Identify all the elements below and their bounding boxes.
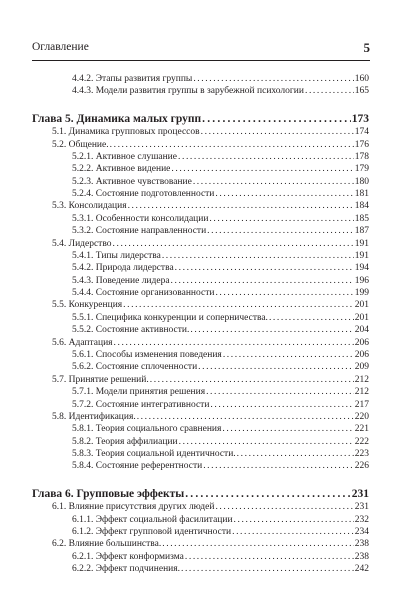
- toc-entry: [52, 299, 369, 311]
- dot-leader: [305, 85, 354, 97]
- toc-entry: [72, 423, 369, 435]
- dot-leader: [207, 225, 354, 237]
- toc-entry-page: 180: [354, 176, 369, 187]
- toc-entry-title: Глава 5. Динамика малых групп: [32, 112, 202, 125]
- dot-leader: [223, 349, 354, 361]
- toc-entry-title: 5.8.3. Теория социальной идентичности.: [72, 449, 236, 460]
- toc-entry-page: 242: [354, 564, 369, 575]
- toc-entry-title: 5.8.4. Состояние референтности: [72, 461, 203, 472]
- toc-entry-title: 5.3.2. Состояние направленности: [72, 226, 207, 237]
- toc-entry-title: 5.3. Консолидация: [52, 201, 127, 212]
- toc-entry-page: 184: [354, 201, 369, 212]
- toc-entry-page: 191: [354, 238, 369, 249]
- toc-entry-title: 5.5. Конкуренция: [52, 300, 123, 311]
- toc-entry-title: 5.4.3. Поведение лидера: [72, 275, 170, 286]
- toc-entry-title: 5.2.1. Активное слушание: [72, 151, 177, 162]
- toc-entry: [52, 126, 369, 138]
- toc-entry-title: 5.4.2. Природа лидерства: [72, 263, 174, 274]
- header-rule: [32, 60, 370, 61]
- toc-entry: [72, 275, 369, 287]
- toc-entry-title: 5.8.1. Теория социального сравнения: [72, 424, 222, 435]
- toc-entry-title: Глава 6. Групповые эффекты: [32, 487, 185, 500]
- toc-entry-title: 5.5.2. Состояние активности.: [72, 325, 190, 336]
- toc-entry-page: 206: [354, 337, 369, 348]
- toc-entry: [72, 324, 369, 336]
- toc-entry-page: 199: [354, 288, 369, 299]
- toc-entry: [72, 460, 369, 472]
- toc-entry-page: 185: [354, 213, 369, 224]
- dot-leader: [114, 337, 354, 349]
- dot-leader: [202, 112, 351, 126]
- toc-entry-title: 6.2.2. Эффект подчинения.: [72, 564, 180, 575]
- toc-entry-page: 204: [354, 325, 369, 336]
- toc-entry-page: 206: [354, 349, 369, 360]
- toc-entry-title: 5.7.1. Модели принятия решения: [72, 387, 206, 398]
- toc-entry-page: 201: [354, 312, 369, 323]
- toc-entry-page: 238: [354, 539, 369, 550]
- toc-entry: [52, 139, 369, 151]
- toc-entry: [72, 448, 369, 460]
- toc-entry: [72, 436, 369, 448]
- toc-entry-title: 5.7.2. Состояние интегративности: [72, 399, 210, 410]
- toc-entry-title: 6.1.2. Эффект групповой идентичности: [72, 526, 232, 537]
- dot-leader: [162, 250, 354, 262]
- running-header-title: Оглавление: [32, 41, 89, 53]
- dot-leader: [178, 151, 354, 163]
- dot-leader: [171, 163, 353, 175]
- toc-entry-page: 176: [354, 139, 369, 150]
- toc-entry-title: 5.2.3. Активное чувствование: [72, 176, 192, 187]
- toc-entry-page: 194: [354, 263, 369, 274]
- dot-leader: [175, 262, 354, 274]
- toc-entry-page: 209: [354, 362, 369, 373]
- toc-entry-page: 220: [354, 411, 369, 422]
- toc-chapter-entry: [32, 112, 369, 126]
- toc-entry-title: 6.2. Влияние большинства.: [52, 539, 162, 550]
- toc-entry-page: 174: [354, 127, 369, 138]
- toc-entry-page: 222: [354, 436, 369, 447]
- toc-entry-title: 5.4.4. Состояние организованности: [72, 288, 215, 299]
- dot-leader: [113, 238, 354, 250]
- toc-entry: [72, 225, 369, 237]
- toc-entry-page: 212: [354, 387, 369, 398]
- toc-entry: [52, 200, 369, 212]
- dot-leader: [185, 551, 354, 563]
- toc-entry-page: 232: [354, 514, 369, 525]
- toc-entry-page: 191: [354, 250, 369, 261]
- toc-entry-page: 234: [354, 526, 369, 537]
- toc-entry-page: 173: [351, 112, 369, 125]
- toc-entry-page: 179: [354, 164, 369, 175]
- toc-entry-title: 5.4. Лидерство: [52, 238, 112, 249]
- dot-leader: [206, 386, 354, 398]
- toc-entry-title: 5.8. Идентификация.: [52, 411, 136, 422]
- toc-entry: [72, 526, 369, 538]
- dot-leader: [215, 188, 353, 200]
- toc-entry-title: 5.3.1. Особенности консолидации: [72, 213, 209, 224]
- dot-leader: [203, 460, 354, 472]
- toc-entry-page: 178: [354, 151, 369, 162]
- toc-entry: [72, 287, 369, 299]
- dot-leader: [232, 526, 354, 538]
- toc-entry-title: 5.6.2. Состояние сплоченности: [72, 362, 198, 373]
- dot-leader: [222, 423, 353, 435]
- toc-chapter-entry: [32, 487, 369, 501]
- dot-leader: [181, 563, 354, 575]
- toc-entry: [52, 501, 369, 513]
- toc-entry: [72, 349, 369, 361]
- toc-entry: [72, 213, 369, 225]
- toc-entry-title: 5.8.2. Теория аффилиации: [72, 436, 178, 447]
- toc-entry: [52, 411, 369, 423]
- dot-leader: [171, 275, 354, 287]
- toc-entry-title: 5.6. Адаптация: [52, 337, 113, 348]
- toc-entry: [72, 312, 369, 324]
- toc-entry-title: 4.4.3. Модели развития группы в зарубежной психологии: [72, 86, 304, 97]
- toc-entry-title: 5.7. Принятие решений.: [52, 374, 149, 385]
- toc-entry-page: 223: [354, 449, 369, 460]
- toc-entry-page: 217: [354, 399, 369, 410]
- toc-entry: [52, 337, 369, 349]
- dot-leader: [179, 436, 354, 448]
- dot-leader: [209, 213, 353, 225]
- toc-entry-title: 6.1. Влияние присутствия других людей: [52, 502, 215, 513]
- toc-entry: [72, 563, 369, 575]
- dot-leader: [162, 538, 354, 550]
- dot-leader: [193, 176, 354, 188]
- toc-entry-page: 238: [354, 551, 369, 562]
- toc-entry: [52, 374, 369, 386]
- toc-entry-title: 4.4.2. Этапы развития группы: [72, 74, 193, 84]
- dot-leader: [269, 312, 354, 324]
- dot-leader: [185, 487, 351, 501]
- toc-entry: [72, 188, 369, 200]
- toc-entry-page: 201: [354, 300, 369, 311]
- toc-entry-page: 221: [354, 424, 369, 435]
- toc-entry-page: 231: [351, 487, 369, 500]
- dot-leader: [137, 411, 354, 423]
- toc-entry: [72, 399, 369, 411]
- running-header: [32, 41, 370, 59]
- toc-entry-page: 196: [354, 275, 369, 286]
- toc-entry: [72, 262, 369, 274]
- toc-entry: [72, 551, 369, 563]
- toc-entry-page: 212: [354, 374, 369, 385]
- toc-entry: [72, 514, 369, 526]
- toc-entry-title: 5.5.1. Специфика конкуренции и соперничества.: [72, 312, 268, 323]
- toc-entry-title: 6.1.1. Эффект социальной фасилитации: [72, 514, 233, 525]
- toc-entry: [72, 176, 369, 188]
- toc-entry-page: 187: [354, 226, 369, 237]
- toc-entry-title: 5.4.1. Типы лидерства: [72, 250, 161, 261]
- toc-entry: [72, 85, 369, 97]
- dot-leader: [234, 514, 354, 526]
- dot-leader: [198, 361, 354, 373]
- toc-entry-title: 5.2.2. Активное видение: [72, 164, 171, 175]
- toc-entry-title: 6.2.1. Эффект конформизма: [72, 551, 184, 562]
- toc-entry: [72, 386, 369, 398]
- toc-entry: [72, 250, 369, 262]
- toc-entry-title: 5.2. Общение.: [52, 139, 109, 150]
- toc-entry: [72, 361, 369, 373]
- dot-leader: [215, 287, 353, 299]
- toc-entry-title: 5.2.4. Состояние подготовленности: [72, 189, 215, 200]
- toc-entry-title: 5.6.1. Способы изменения поведения: [72, 349, 222, 360]
- toc-entry-page: 160: [354, 74, 369, 84]
- toc-entry: [52, 238, 369, 250]
- toc-entry: [52, 538, 369, 550]
- dot-leader: [215, 501, 353, 513]
- toc-entry-page: 181: [354, 189, 369, 200]
- toc-entry-page: 226: [354, 461, 369, 472]
- dot-leader: [128, 200, 354, 212]
- toc-entry-page: 165: [354, 86, 369, 97]
- dot-leader: [190, 324, 353, 336]
- dot-leader: [193, 73, 353, 85]
- toc-entry: [72, 163, 369, 175]
- dot-leader: [201, 126, 354, 138]
- dot-leader: [210, 399, 353, 411]
- toc-entry: [72, 151, 369, 163]
- page-number: 5: [363, 40, 370, 55]
- dot-leader: [110, 139, 354, 151]
- dot-leader: [150, 374, 354, 386]
- dot-leader: [237, 448, 354, 460]
- toc-entry-title: 5.1. Динамика групповых процессов: [52, 127, 200, 138]
- toc-entry-page: 231: [354, 502, 369, 513]
- toc-entry: [72, 73, 369, 85]
- dot-leader: [123, 299, 354, 311]
